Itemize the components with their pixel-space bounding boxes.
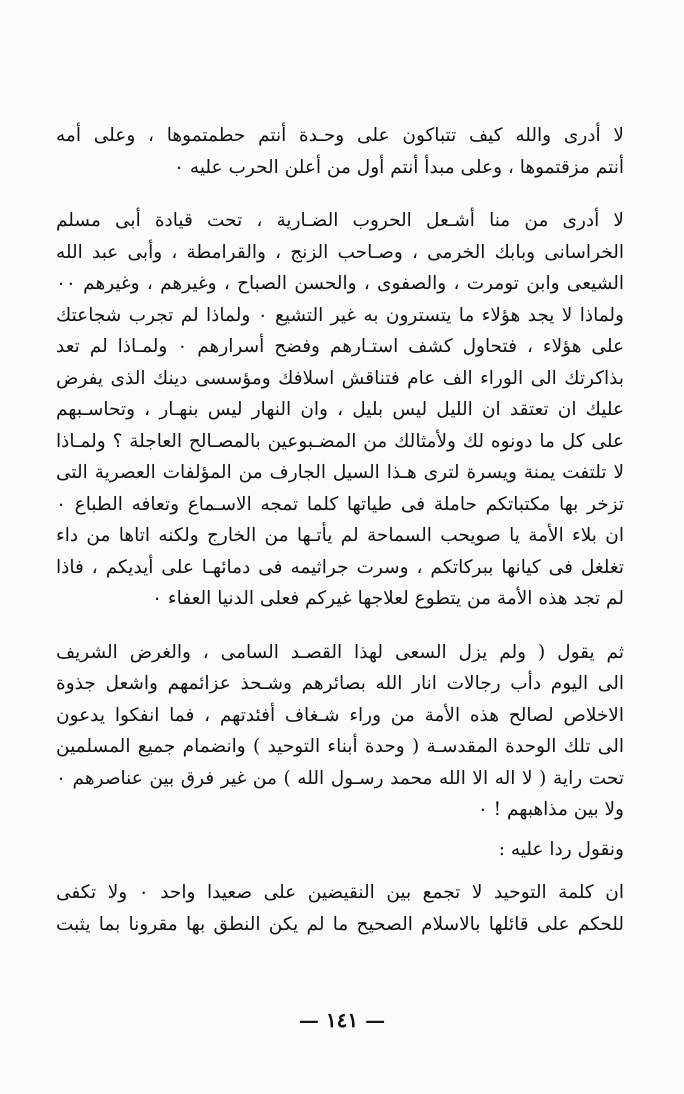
text-line: ان كلمة التوحيد لا تجمع بين النقيضين على صعيدا واحد ٠ ولا تكفى [56, 882, 624, 903]
page-number: — ١٤١ — [298, 1008, 386, 1032]
text-line: ولا بين مذاهبهم ! ٠ [477, 799, 624, 820]
text-line: الى تلك الوحدة المقدسـة ( وحدة أبناء التوحيد ) وانضمام جميع المسلمين [56, 736, 624, 757]
text-line: بذاكرتك الى الوراء الف عام فتناقش اسلافك ومؤسسى دينك الذى يفرض [56, 367, 624, 389]
text-line: على كل ما دونوه لك ولأمثالك من المضـبوعين بالمصـالح العاجلة ؟ ولمـاذا [56, 430, 624, 452]
text-line: لم تجد هذه الأمة من يتطوع لعلاجها غيركم فعلى الدنيا العفاء ٠ [152, 588, 624, 609]
text-line: لا أدرى من منا أشـعل الحروب الضـارية ، تحت قيادة أبى مسلم [56, 210, 624, 231]
text-line: على هؤلاء ، فتحاول كشف استـارهم وفضح أسرارهم ٠ ولمـاذا لم تعد [56, 336, 624, 357]
text-line: ثم يقول ( ولم يزل السعى لهذا القصـد السامى ، والغرض الشريف [56, 641, 624, 663]
paragraph-3 [56, 637, 624, 826]
text-line: الاخلاص لصالح هذه الأمة من وراء شـغاف أفئدتهم ، فما انفكوا يدعون [56, 704, 624, 726]
text-line: ان بلاء الأمة يا صويحب السماحة لم يأتـها من الخارج ولكنه اتاها من داء [56, 525, 624, 546]
text-line: الشيعى وابن تومرت ، والصفوى ، والحسن الصباح ، وغيرهم ، وغيرهم ٠٠ [56, 273, 624, 294]
text-line: ولماذا لا يجد هؤلاء ما يتسترون به غير التشيع ٠ ولماذا لم تجرب شجاعتك [56, 304, 624, 326]
text-line: عليك ان تعتقد ان الليل ليس بليل ، وان النهار ليس بنهـار ، وتحاسـبهم [56, 399, 624, 420]
text-line: أنتم مزقتموها ، وعلى مبدأ أنتم أول من أعلن الحرب عليه ٠ [174, 156, 624, 178]
body-text [56, 120, 624, 940]
text-line: لا تلتفت يمنة ويسرة لترى هـذا السيل الجارف من المؤلفات العصرية التى [56, 462, 624, 483]
text-line: تزخر بها مكتباتكم حاملة فى طياتها كلما تمجه الاسـماع وتعافه الطباع ٠ [56, 493, 624, 515]
paragraph-1 [56, 120, 624, 183]
text-line: تغلغل فى كيانها ببركاتكم ، وسرت جراثيمه فى دمائهـا على أيديكم ، فاذا [56, 556, 624, 578]
text-line: للحكم على قائلها بالاسلام الصحيح ما لم يكن النطق بها مقرونا بما يثبت [56, 913, 624, 935]
paragraph-5 [56, 877, 624, 940]
paragraph-4 [56, 834, 624, 866]
text-line: الى اليوم دأب رجالات انار الله بصائرهم وشـحذ عزائمهم واشعل جذوة [56, 673, 624, 694]
text-line: ونقول ردا عليه : [498, 838, 624, 860]
text-line: الخراسانى وبابك الخرمى ، وصـاحب الزنج ، والقرامطة ، وأبى عبد الله [56, 241, 624, 263]
text-line: تحت راية ( لا اله الا الله محمد رسـول الله ) من غير فرق بين عناصرهم ٠ [56, 767, 624, 789]
paragraph-2 [56, 205, 624, 615]
text-line: لا أدرى والله كيف تتباكون على وحـدة أنتم حطمتموها ، وعلى أمه [56, 125, 624, 146]
